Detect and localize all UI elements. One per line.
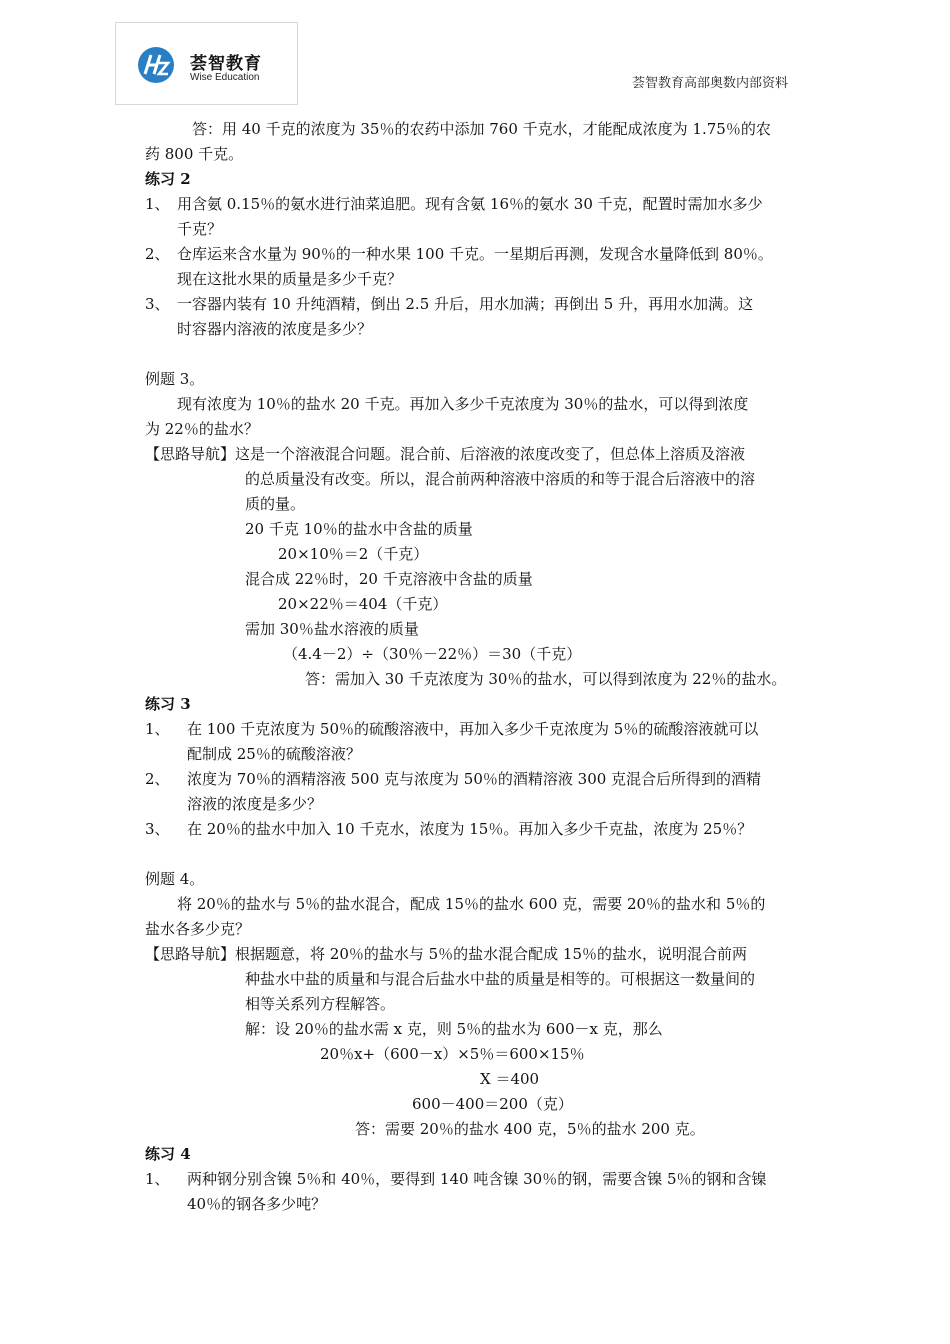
exercise-text: 时容器内溶液的浓度是多少？ bbox=[177, 320, 373, 338]
hz-logo-icon bbox=[137, 46, 175, 84]
answer-line: 答：需要 20％的盐水 400 克，5％的盐水 200 克。 bbox=[355, 1120, 705, 1138]
solution-step: 需加 30％盐水溶液的质量 bbox=[245, 620, 419, 638]
solution-formula: 600－400＝200（克） bbox=[412, 1095, 573, 1113]
solution-formula: X ＝400 bbox=[480, 1070, 540, 1088]
section-heading: 练习 3 bbox=[145, 695, 191, 713]
exercise-number: 1、 bbox=[145, 720, 170, 738]
solution-step: 解：设 20％的盐水需 x 克，则 5％的盐水为 600－x 克，那么 bbox=[245, 1020, 663, 1038]
answer-line: 答：用 40 千克的浓度为 35％的农药中添加 760 千克水，才能配成浓度为 1.75％的农 bbox=[192, 120, 771, 138]
solution-formula: （4.4－2）÷（30％－22％）＝30（千克） bbox=[283, 645, 582, 663]
exercise-number: 3、 bbox=[145, 295, 170, 313]
exercise-number: 2、 bbox=[145, 245, 170, 263]
header-title: 荟智教育高部奥数内部资料 bbox=[632, 76, 789, 91]
example-heading: 例题 3。 bbox=[145, 370, 205, 388]
hint-text: 相等关系列方程解答。 bbox=[245, 995, 396, 1013]
solution-formula: 20×10％＝2（千克） bbox=[278, 545, 429, 563]
section-heading: 练习 4 bbox=[145, 1145, 191, 1163]
exercise-number: 2、 bbox=[145, 770, 170, 788]
hint-text: 【思路导航】这是一个溶液混合问题。混合前、后溶液的浓度改变了，但总体上溶质及溶液 bbox=[145, 445, 746, 463]
hint-text: 的总质量没有改变。所以，混合前两种溶液中溶质的和等于混合后溶液中的溶 bbox=[245, 470, 756, 488]
solution-formula: 20％x+（600－x）×5％＝600×15％ bbox=[320, 1045, 585, 1063]
problem-text: 盐水各多少克？ bbox=[145, 920, 251, 938]
exercise-text: 40％的钢各多少吨？ bbox=[187, 1195, 327, 1213]
exercise-text: 仓库运来含水量为 90％的一种水果 100 千克。一星期后再测，发现含水量降低到 80％。 bbox=[177, 245, 773, 263]
exercise-text: 溶液的浓度是多少？ bbox=[187, 795, 323, 813]
logo-name-cn: 荟智教育 bbox=[190, 54, 262, 74]
logo-name-en: Wise Education bbox=[190, 72, 260, 83]
solution-step: 20 千克 10％的盐水中含盐的质量 bbox=[245, 520, 473, 538]
solution-formula: 20×22％＝404（千克） bbox=[278, 595, 448, 613]
exercise-text: 一容器内装有 10 升纯酒精，倒出 2.5 升后，用水加满；再倒出 5 升，再用水加满。这 bbox=[177, 295, 754, 313]
solution-step: 混合成 22％时，20 千克溶液中含盐的质量 bbox=[245, 570, 533, 588]
exercise-text: 用含氨 0.15％的氨水进行油菜追肥。现有含氨 16％的氨水 30 千克，配置时需加水多少 bbox=[177, 195, 763, 213]
hint-text: 种盐水中盐的质量和与混合后盐水中盐的质量是相等的。可根据这一数量间的 bbox=[245, 970, 756, 988]
hint-text: 质的量。 bbox=[245, 495, 306, 513]
exercise-text: 浓度为 70％的酒精溶液 500 克与浓度为 50％的酒精溶液 300 克混合后所得到的酒精 bbox=[187, 770, 762, 788]
exercise-number: 1、 bbox=[145, 1170, 170, 1188]
hint-text: 【思路导航】根据题意，将 20％的盐水与 5％的盐水混合配成 15％的盐水，说明混合前两 bbox=[145, 945, 748, 963]
problem-text: 为 22％的盐水？ bbox=[145, 420, 259, 438]
exercise-text: 现在这批水果的质量是多少千克？ bbox=[177, 270, 403, 288]
exercise-number: 1、 bbox=[145, 195, 170, 213]
exercise-number: 3、 bbox=[145, 820, 170, 838]
exercise-text: 两种钢分别含镍 5％和 40％，要得到 140 吨含镍 30％的钢，需要含镍 5％的钢和含镍 bbox=[187, 1170, 767, 1188]
answer-line: 答：需加入 30 千克浓度为 30％的盐水，可以得到浓度为 22％的盐水。 bbox=[305, 670, 787, 688]
exercise-text: 千克？ bbox=[177, 220, 223, 238]
answer-line: 药 800 千克。 bbox=[145, 145, 244, 163]
example-heading: 例题 4。 bbox=[145, 870, 205, 888]
exercise-text: 配制成 25％的硫酸溶液？ bbox=[187, 745, 361, 763]
section-heading: 练习 2 bbox=[145, 170, 191, 188]
exercise-text: 在 20％的盐水中加入 10 千克水，浓度为 15％。再加入多少千克盐，浓度为 25％？ bbox=[187, 820, 753, 838]
problem-text: 现有浓度为 10％的盐水 20 千克。再加入多少千克浓度为 30％的盐水，可以得到浓度 bbox=[177, 395, 749, 413]
problem-text: 将 20％的盐水与 5％的盐水混合，配成 15％的盐水 600 克，需要 20％的盐水和 5％的 bbox=[177, 895, 766, 913]
logo bbox=[115, 22, 298, 105]
exercise-text: 在 100 千克浓度为 50％的硫酸溶液中，再加入多少千克浓度为 5％的硫酸溶液就可以 bbox=[187, 720, 759, 738]
